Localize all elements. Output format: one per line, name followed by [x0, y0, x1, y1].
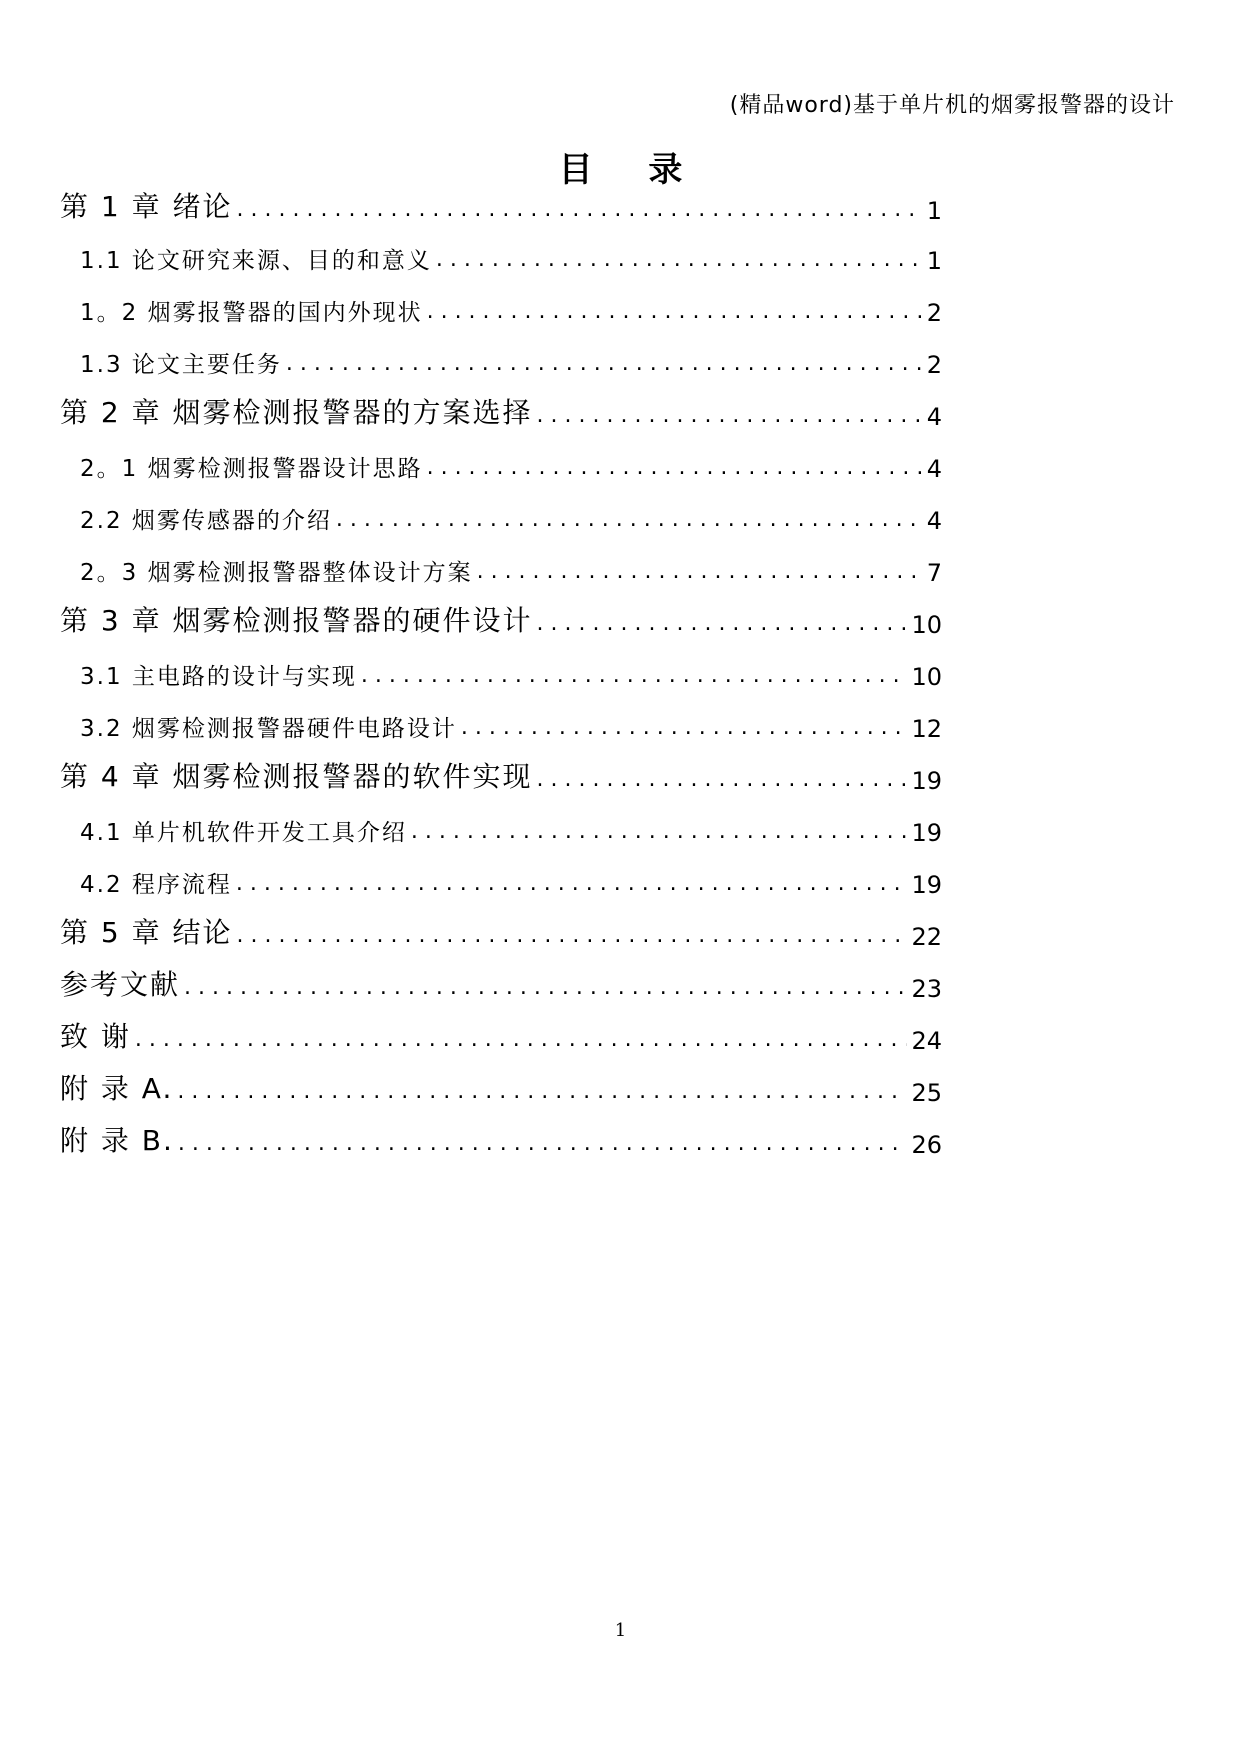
toc-entry-label: 第 3 章 烟雾检测报警器的硬件设计 [60, 604, 533, 637]
toc-leader-dots [177, 1081, 907, 1107]
toc-entry-label: 第 1 章 绪论 [60, 190, 233, 223]
toc-entry-page: 23 [911, 975, 942, 1003]
toc-entry[interactable] [80, 503, 942, 535]
toc-entry[interactable] [80, 555, 942, 587]
toc-entry-page: 4 [926, 507, 942, 535]
toc-entry-page: 2 [926, 351, 942, 379]
toc-leader-dots [236, 873, 908, 899]
toc-entry-label: 第 4 章 烟雾检测报警器的软件实现 [60, 760, 533, 793]
toc-entry-page: 7 [926, 559, 942, 587]
toc-entry-label: 1。2 烟雾报警器的国内外现状 [80, 300, 423, 326]
toc-entry-label: 2。1 烟雾检测报警器设计思路 [80, 456, 423, 482]
toc-entry-label: 第 5 章 结论 [60, 916, 233, 949]
toc-entry-page: 4 [926, 403, 942, 431]
toc-entry[interactable] [80, 451, 942, 483]
toc-entry-label: 参考文献 [60, 968, 181, 1001]
toc-leader-dots [178, 1133, 908, 1159]
toc-entry[interactable] [60, 1069, 942, 1107]
toc-entry-page: 1 [926, 247, 942, 275]
toc-leader-dots [237, 199, 923, 225]
toc-leader-dots [427, 457, 923, 483]
toc-entry-page: 19 [911, 767, 942, 795]
toc-leader-dots [427, 301, 923, 327]
page-number: 1 [614, 1620, 627, 1641]
toc-entry[interactable] [80, 243, 942, 275]
toc-entry[interactable] [60, 187, 942, 225]
toc-title: 目 录 [558, 150, 705, 190]
toc-entry-label: 3.1 主电路的设计与实现 [80, 664, 357, 690]
toc-leader-dots [461, 717, 908, 743]
toc-entry[interactable] [60, 393, 942, 431]
toc-entry-page: 1 [926, 197, 942, 225]
toc-entry-page: 4 [926, 455, 942, 483]
toc-leader-dots [537, 405, 923, 431]
toc-entry-page: 2 [926, 299, 942, 327]
toc-entry-label: 4.2 程序流程 [80, 872, 232, 898]
running-header: (精品word)基于单片机的烟雾报警器的设计 [729, 93, 1175, 118]
toc-entry-label: 3.2 烟雾检测报警器硬件电路设计 [80, 716, 457, 742]
toc-entry[interactable] [80, 347, 942, 379]
toc-leader-dots [436, 249, 923, 275]
toc-leader-dots [135, 1029, 908, 1055]
toc-leader-dots [286, 353, 923, 379]
toc-entry-page: 24 [911, 1027, 942, 1055]
toc-leader-dots [237, 925, 908, 951]
toc-entry-label: 附 录 A. [60, 1072, 174, 1105]
toc-leader-dots [361, 665, 908, 691]
toc-entry-label: 2。3 烟雾检测报警器整体设计方案 [80, 560, 473, 586]
toc-leader-dots [184, 977, 907, 1003]
toc-entry-label: 致 谢 [60, 1020, 131, 1053]
toc-entry-label: 第 2 章 烟雾检测报警器的方案选择 [60, 396, 533, 429]
toc-entry-page: 25 [911, 1079, 942, 1107]
toc-entry[interactable] [60, 965, 942, 1003]
toc-entry[interactable] [60, 1017, 942, 1055]
toc-entry-label: 4.1 单片机软件开发工具介绍 [80, 820, 407, 846]
toc-entry-label: 1.1 论文研究来源、目的和意义 [80, 248, 432, 274]
toc-entry[interactable] [80, 867, 942, 899]
toc-leader-dots [537, 769, 908, 795]
toc-entry-label: 2.2 烟雾传感器的介绍 [80, 508, 332, 534]
toc-leader-dots [477, 561, 923, 587]
toc-entry[interactable] [60, 913, 942, 951]
toc-entry-page: 26 [911, 1131, 942, 1159]
toc-leader-dots [537, 613, 908, 639]
toc-entry-page: 22 [911, 923, 942, 951]
toc-entry-page: 10 [911, 611, 942, 639]
toc-entry[interactable] [80, 815, 942, 847]
toc-entry-page: 12 [911, 715, 942, 743]
toc-entry[interactable] [80, 659, 942, 691]
toc-entry-page: 19 [911, 819, 942, 847]
toc-entry[interactable] [60, 757, 942, 795]
toc-entry-page: 10 [911, 663, 942, 691]
toc-entry[interactable] [80, 711, 942, 743]
toc-entry[interactable] [60, 601, 942, 639]
toc-leader-dots [411, 821, 908, 847]
toc-entry[interactable] [60, 1121, 942, 1159]
toc-entry-page: 19 [911, 871, 942, 899]
toc-entry-label: 1.3 论文主要任务 [80, 352, 282, 378]
toc-entry-label: 附 录 B. [60, 1124, 174, 1157]
toc-entry[interactable] [80, 295, 942, 327]
toc-leader-dots [336, 509, 923, 535]
